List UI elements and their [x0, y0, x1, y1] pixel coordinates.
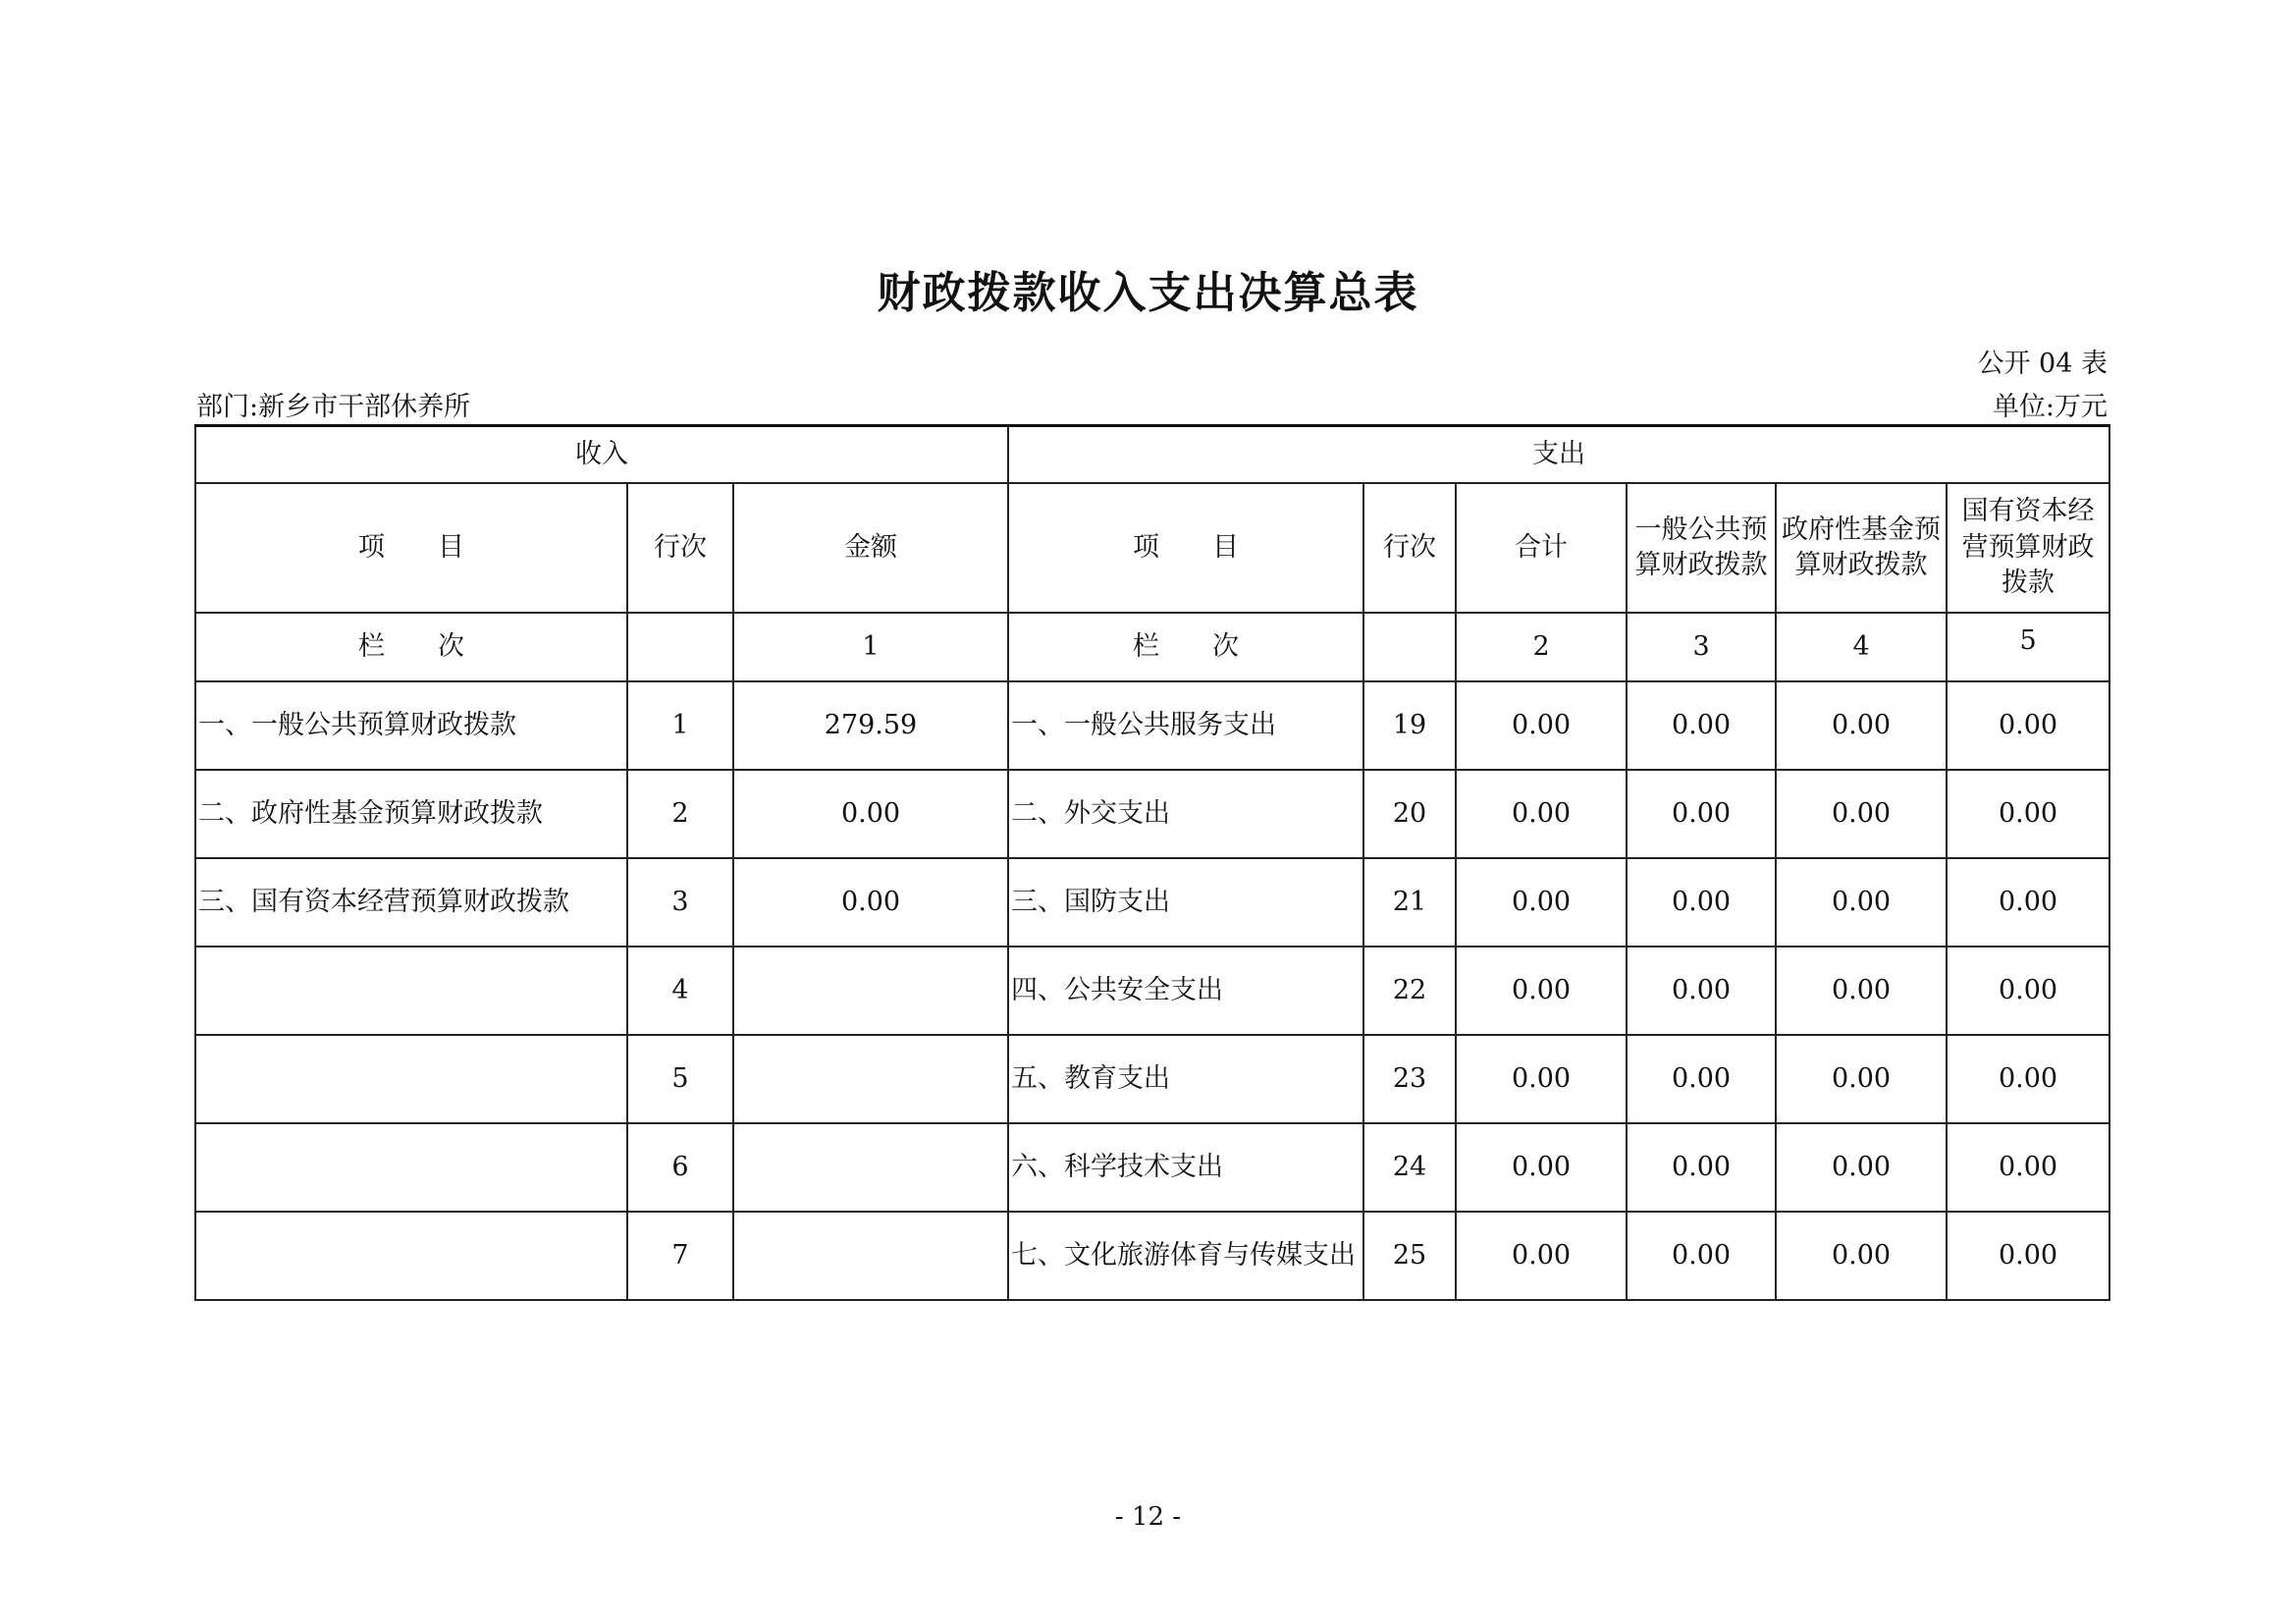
expense-general: 0.00 [1627, 770, 1776, 858]
income-line: 6 [627, 1123, 733, 1212]
income-item: 二、政府性基金预算财政拨款 [195, 770, 627, 858]
expense-item: 四、公共安全支出 [1008, 947, 1363, 1035]
expense-line: 19 [1363, 681, 1456, 770]
income-line: 2 [627, 770, 733, 858]
expense-item: 五、教育支出 [1008, 1035, 1363, 1123]
expense-state-capital: 0.00 [1947, 681, 2109, 770]
department-label: 部门:新乡市干部休养所 [196, 392, 471, 422]
expense-item: 一、一般公共服务支出 [1008, 681, 1363, 770]
expense-item: 六、科学技术支出 [1008, 1123, 1363, 1212]
expense-state-capital: 0.00 [1947, 1035, 2109, 1123]
expense-gov-fund: 0.00 [1776, 1123, 1947, 1212]
table-row [195, 1123, 2109, 1212]
table-row [195, 947, 2109, 1035]
income-item: 一、一般公共预算财政拨款 [195, 681, 627, 770]
income-line-colnum [627, 613, 733, 681]
income-line: 7 [627, 1212, 733, 1300]
income-item-colnum: 栏 次 [195, 613, 627, 681]
expense-total: 0.00 [1456, 1035, 1627, 1123]
income-line: 4 [627, 947, 733, 1035]
income-amount [733, 1123, 1008, 1212]
income-line-header: 行次 [627, 483, 733, 613]
expense-gov-fund: 0.00 [1776, 770, 1947, 858]
income-item [195, 1212, 627, 1300]
expense-state-capital: 0.00 [1947, 1123, 2109, 1212]
income-line: 5 [627, 1035, 733, 1123]
form-number: 公开 04 表 [1977, 349, 2108, 379]
appropriation-summary-table [194, 424, 2110, 1301]
expense-line: 24 [1363, 1123, 1456, 1212]
expense-state-capital-header: 国有资本经营预算财政拨款 [1947, 483, 2109, 613]
expense-total: 0.00 [1456, 947, 1627, 1035]
table-row [195, 1212, 2109, 1300]
expense-state-capital: 0.00 [1947, 770, 2109, 858]
income-item [195, 1035, 627, 1123]
income-amount: 0.00 [733, 858, 1008, 947]
expense-state-capital: 0.00 [1947, 858, 2109, 947]
expense-general: 0.00 [1627, 1123, 1776, 1212]
income-item-header: 项 目 [195, 483, 627, 613]
column-number-row [195, 613, 2109, 681]
expense-line: 22 [1363, 947, 1456, 1035]
expense-general-header: 一般公共预算财政拨款 [1627, 483, 1776, 613]
expense-item: 七、文化旅游体育与传媒支出 [1008, 1212, 1363, 1300]
income-item [195, 1123, 627, 1212]
expense-total: 0.00 [1456, 858, 1627, 947]
table-row [195, 681, 2109, 770]
expense-total: 0.00 [1456, 1212, 1627, 1300]
expense-gov-fund: 0.00 [1776, 1212, 1947, 1300]
expense-state-capital-colnum: 5 [1947, 613, 2109, 681]
income-amount: 279.59 [733, 681, 1008, 770]
income-amount [733, 1035, 1008, 1123]
expense-general: 0.00 [1627, 1035, 1776, 1123]
income-item [195, 947, 627, 1035]
expense-total-colnum: 2 [1456, 613, 1627, 681]
expense-total: 0.00 [1456, 1123, 1627, 1212]
income-amount-colnum: 1 [733, 613, 1008, 681]
column-header-row [195, 483, 2109, 613]
expense-gov-fund-colnum: 4 [1776, 613, 1947, 681]
expense-item-header: 项 目 [1008, 483, 1363, 613]
expense-total-header: 合计 [1456, 483, 1627, 613]
section-header-row [195, 426, 2109, 484]
expense-gov-fund: 0.00 [1776, 1035, 1947, 1123]
income-amount-header: 金额 [733, 483, 1008, 613]
unit-label: 单位:万元 [1992, 392, 2108, 422]
expense-line: 21 [1363, 858, 1456, 947]
expense-line: 25 [1363, 1212, 1456, 1300]
expense-state-capital: 0.00 [1947, 947, 2109, 1035]
expense-line: 20 [1363, 770, 1456, 858]
expense-gov-fund-header: 政府性基金预算财政拨款 [1776, 483, 1947, 613]
expense-general-colnum: 3 [1627, 613, 1776, 681]
income-item: 三、国有资本经营预算财政拨款 [195, 858, 627, 947]
income-line: 1 [627, 681, 733, 770]
income-amount [733, 1212, 1008, 1300]
expense-gov-fund: 0.00 [1776, 858, 1947, 947]
expense-gov-fund: 0.00 [1776, 681, 1947, 770]
table-row [195, 770, 2109, 858]
income-line: 3 [627, 858, 733, 947]
expense-total: 0.00 [1456, 681, 1627, 770]
table-row [195, 858, 2109, 947]
income-amount [733, 947, 1008, 1035]
expense-section-header: 支出 [1008, 426, 2109, 484]
income-amount: 0.00 [733, 770, 1008, 858]
expense-item: 三、国防支出 [1008, 858, 1363, 947]
expense-item: 二、外交支出 [1008, 770, 1363, 858]
expense-general: 0.00 [1627, 947, 1776, 1035]
expense-line: 23 [1363, 1035, 1456, 1123]
expense-line-header: 行次 [1363, 483, 1456, 613]
page-number: - 12 - [1114, 1502, 1182, 1532]
page-title: 财政拨款收入支出决算总表 [877, 268, 1419, 318]
expense-total: 0.00 [1456, 770, 1627, 858]
expense-state-capital: 0.00 [1947, 1212, 2109, 1300]
table-row [195, 1035, 2109, 1123]
expense-general: 0.00 [1627, 681, 1776, 770]
income-section-header: 收入 [195, 426, 1008, 484]
expense-general: 0.00 [1627, 1212, 1776, 1300]
expense-gov-fund: 0.00 [1776, 947, 1947, 1035]
expense-item-colnum: 栏 次 [1008, 613, 1363, 681]
expense-line-colnum [1363, 613, 1456, 681]
expense-general: 0.00 [1627, 858, 1776, 947]
